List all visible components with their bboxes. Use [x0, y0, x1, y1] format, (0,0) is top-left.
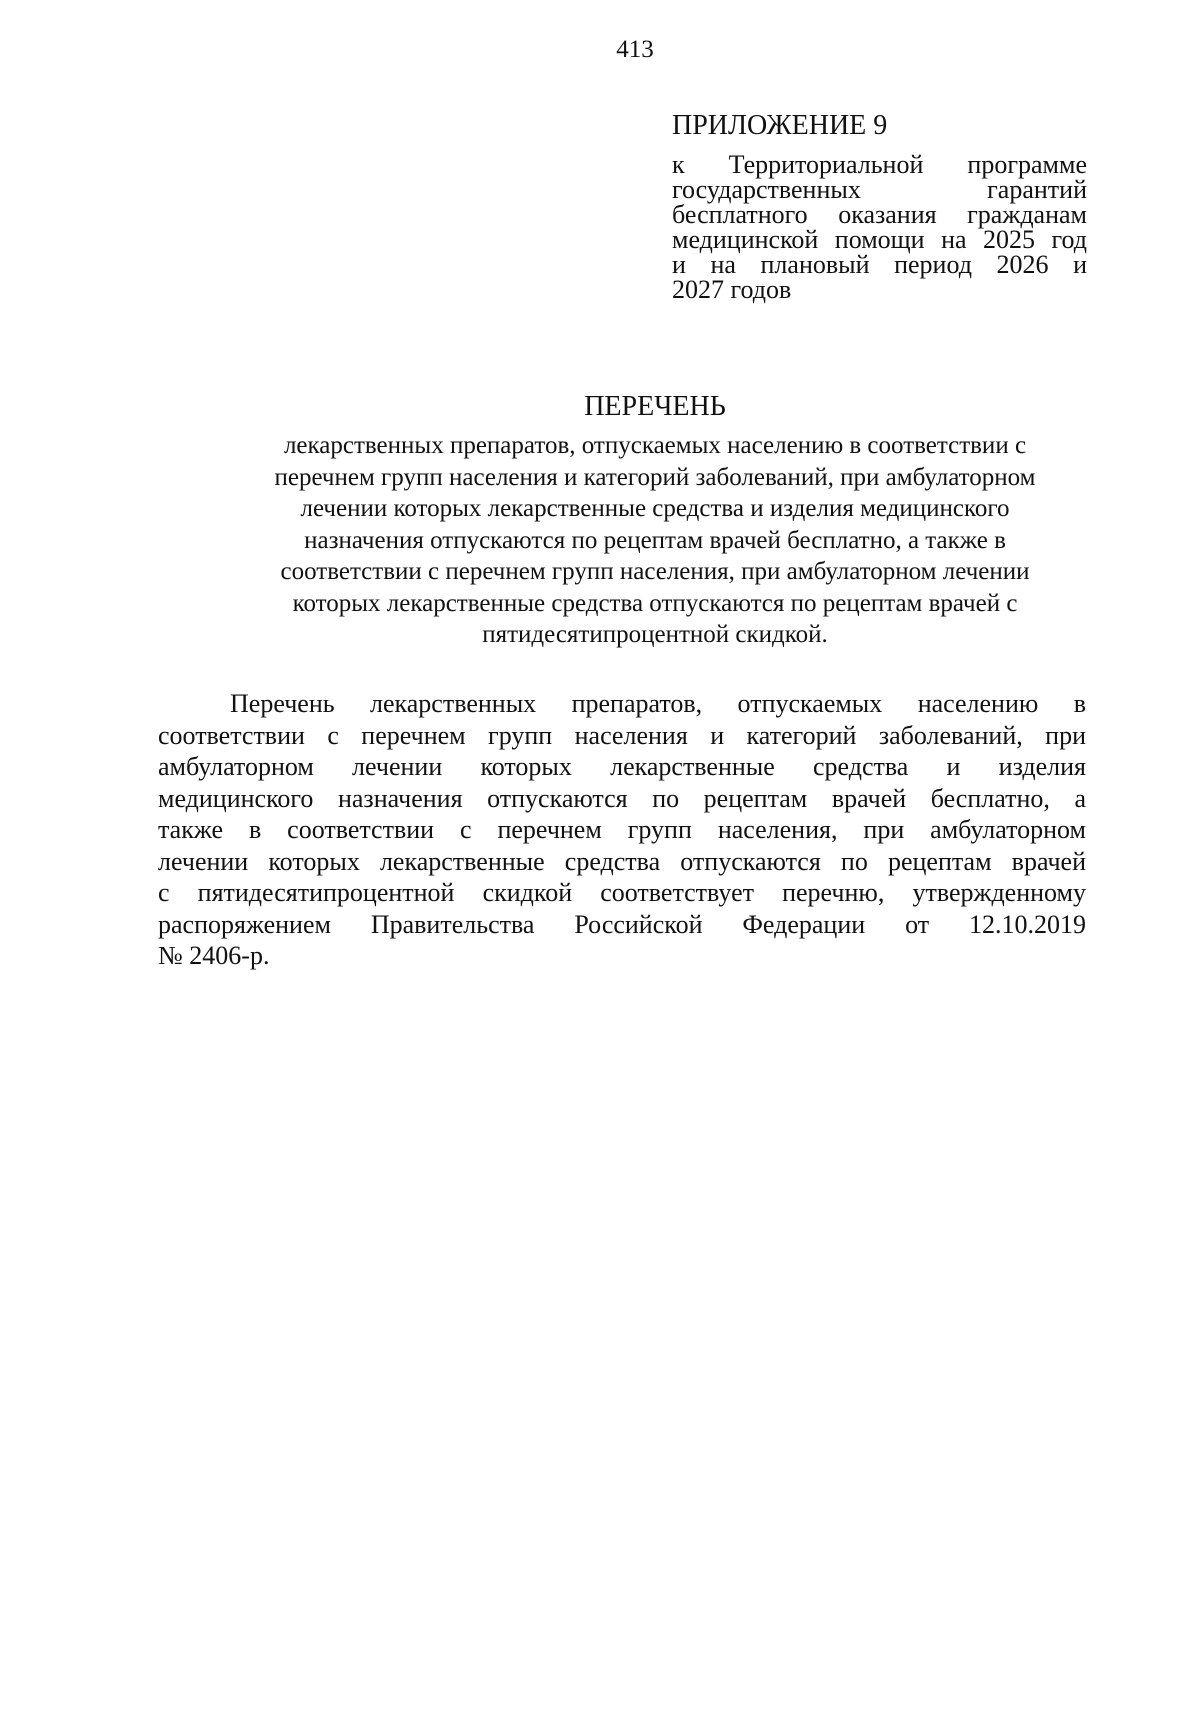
subtitle-line: назначения отпускаются по рецептам врачей бесплатно, а также в [304, 526, 1006, 554]
body-line: Перечень лекарственных препаратов, отпускаемых населению в [230, 689, 1086, 718]
document-subtitle [160, 430, 1150, 651]
body-line: с пятидесятипроцентной скидкой соответствует перечню, утвержденному [158, 878, 1086, 907]
body-line: медицинского назначения отпускаются по рецептам врачей бесплатно, а [158, 783, 1086, 813]
body-line: соответствии с перечнем групп населения и категорий заболеваний, при [158, 720, 1086, 750]
body-line: № 2406-р. [158, 941, 270, 970]
appendix-line: и на плановый период 2026 и [672, 250, 1087, 279]
appendix-line: медицинской помощи на 2025 год [672, 225, 1087, 254]
body-paragraph [158, 688, 1086, 972]
document-heading: ПЕРЕЧЕНЬ [584, 391, 726, 422]
subtitle-line: перечнем групп населения и категорий заболеваний, при амбулаторном [274, 463, 1036, 491]
appendix-block [672, 110, 1087, 302]
body-line: также в соответствии с перечнем групп населения, при амбулаторном [158, 815, 1086, 844]
subtitle-line: соответствии с перечнем групп населения, при амбулаторном лечении [280, 558, 1030, 585]
page-number: 413 [616, 36, 654, 63]
body-line: лечении которых лекарственные средства отпускаются по рецептам врачей [158, 846, 1086, 876]
subtitle-line: лекарственных препаратов, отпускаемых населению в соответствии с [283, 432, 1027, 459]
body-line: амбулаторном лечении которых лекарственные средства и изделия [158, 752, 1086, 781]
subtitle-line: пятидесятипроцентной скидкой. [482, 621, 828, 648]
appendix-title: ПРИЛОЖЕНИЕ 9 [672, 110, 888, 141]
appendix-line: 2027 годов [672, 275, 792, 304]
appendix-line: к Территориальной программе [672, 150, 1087, 179]
subtitle-line: которых лекарственные средства отпускаются по рецептам врачей с [292, 589, 1018, 617]
appendix-line: бесплатного оказания гражданам [672, 200, 1087, 229]
subtitle-line: лечении которых лекарственные средства и изделия медицинского [300, 495, 1010, 522]
appendix-line: государственных гарантий [672, 175, 1087, 204]
body-line: распоряжением Правительства Российской Федерации от 12.10.2019 [158, 909, 1086, 939]
